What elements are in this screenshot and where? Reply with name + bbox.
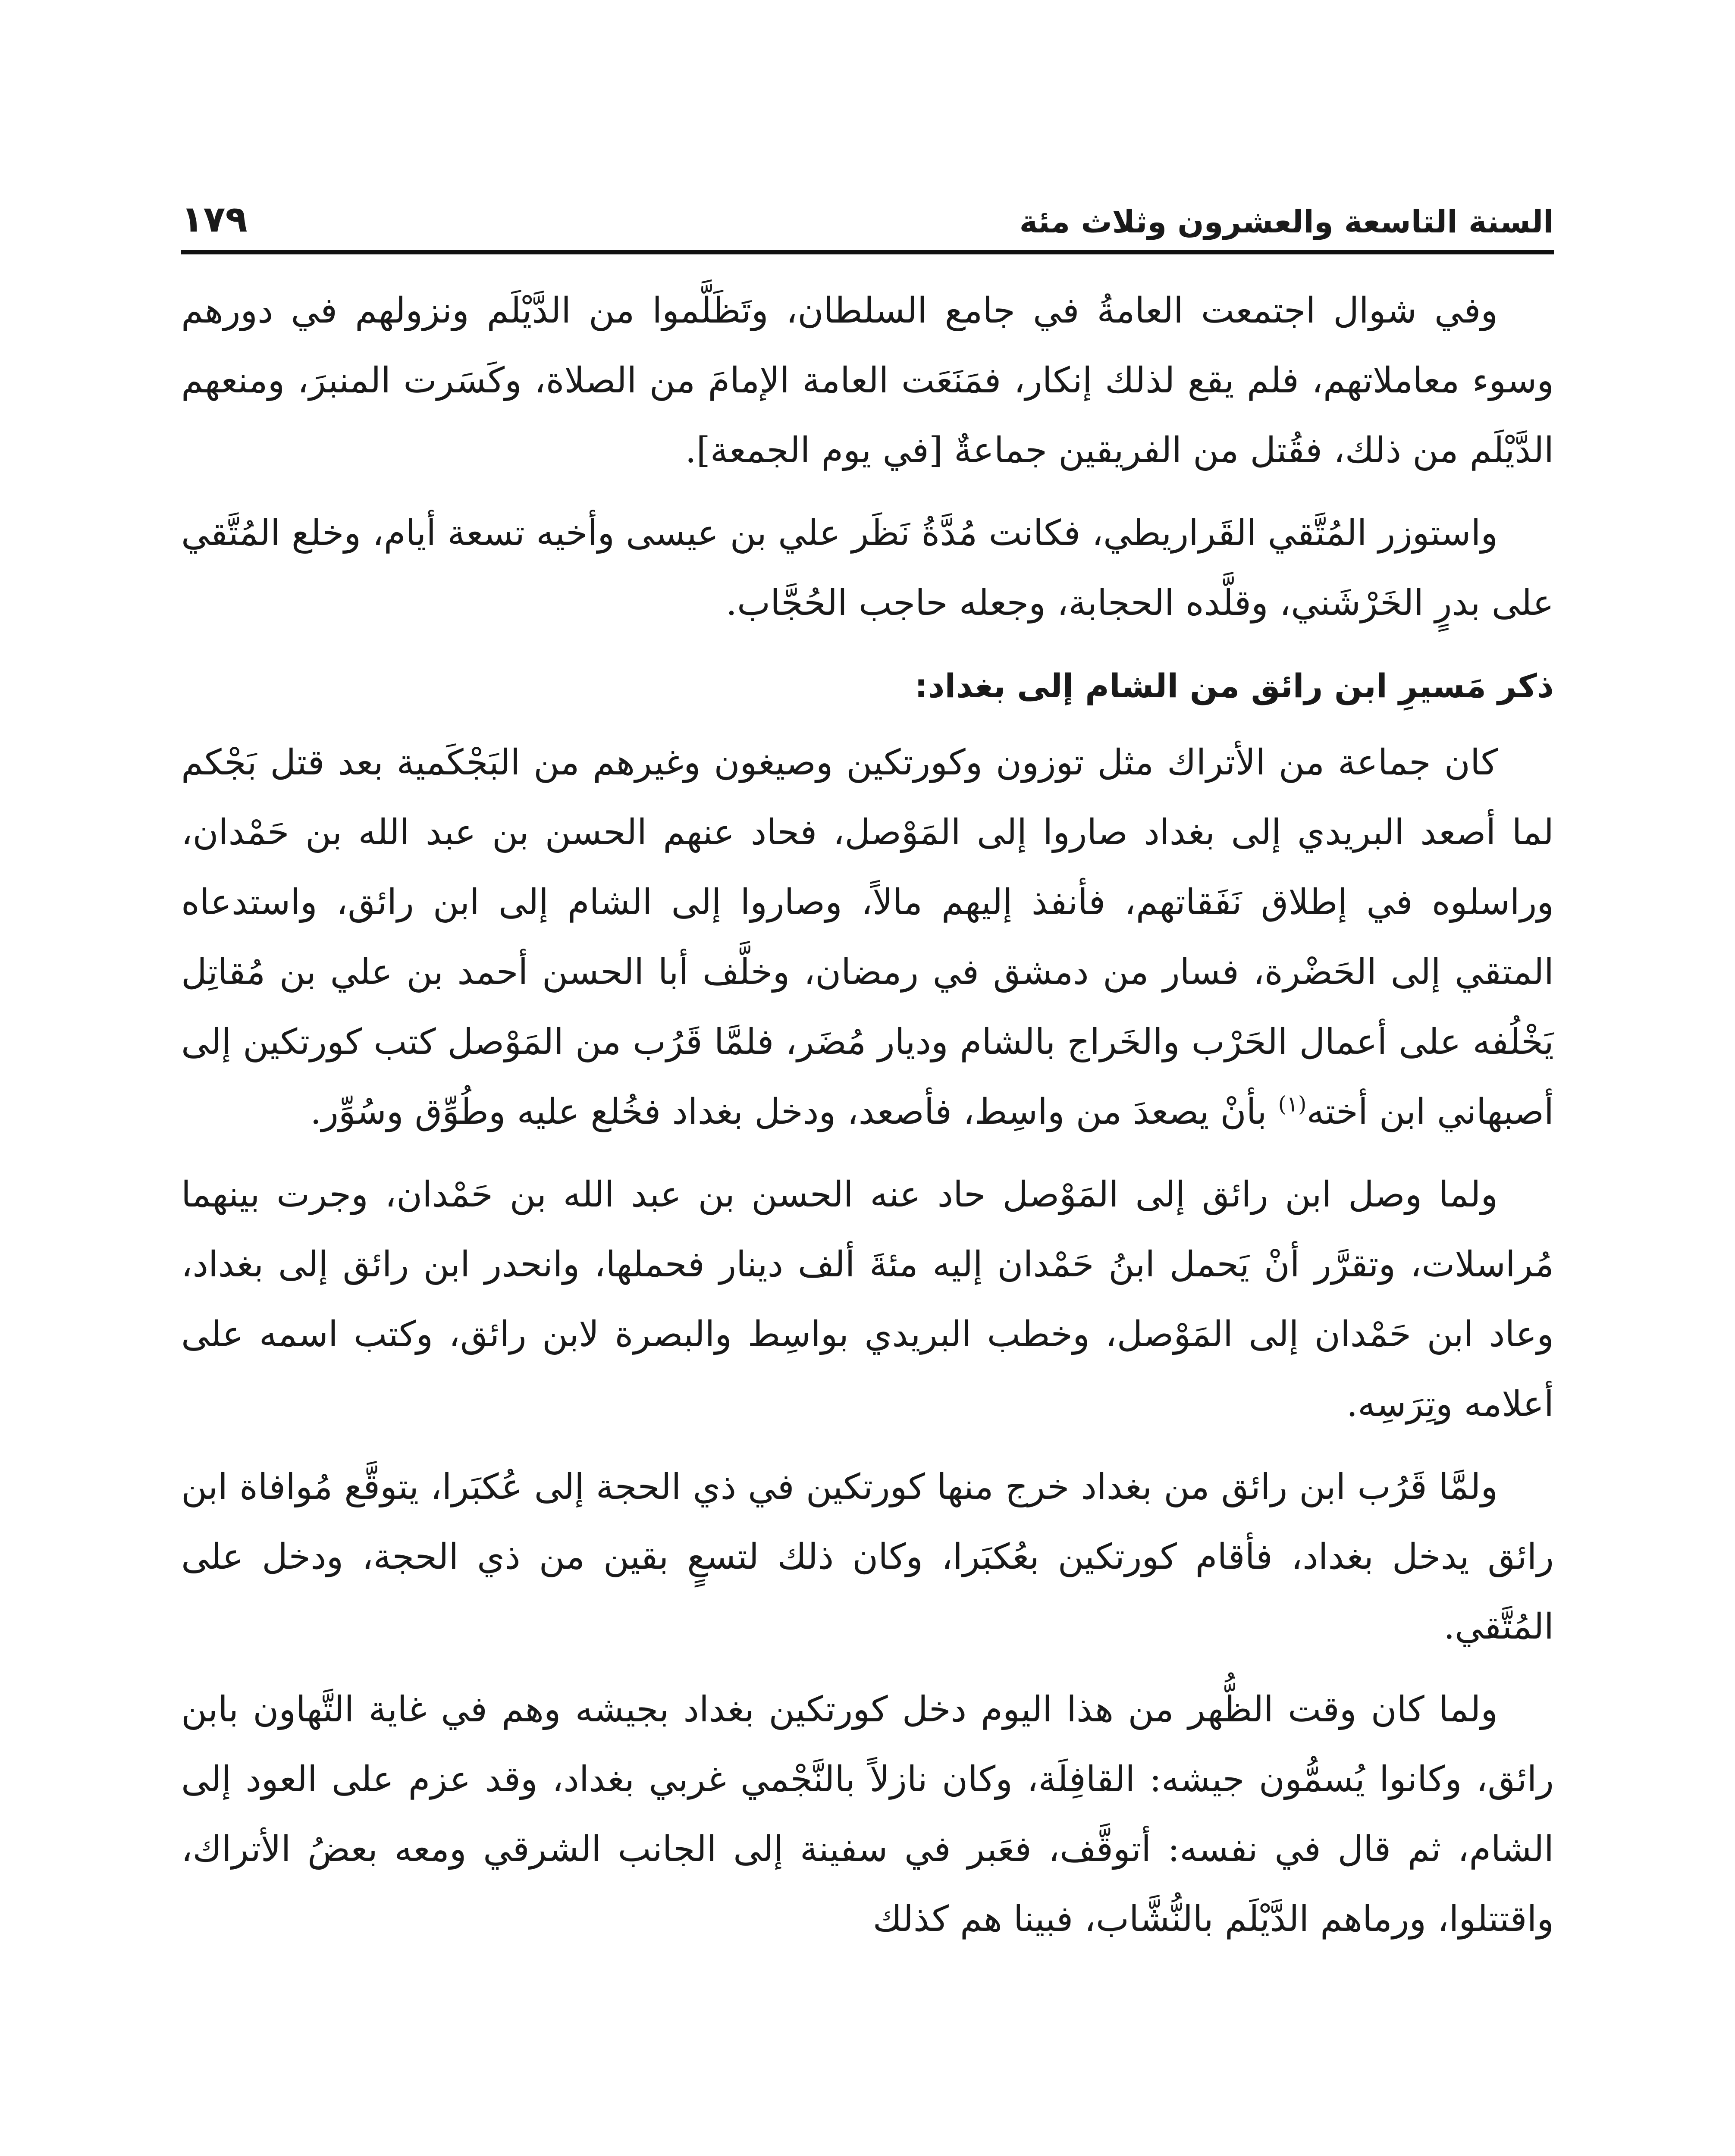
paragraph-text: كان جماعة من الأتراك مثل توزون وكورتكين وصيغون وغيرهم من البَجْكَمية بعد قتل بَجْكم لما أصعد البريدي إلى بغداد صاروا إلى المَوْصل، فحاد عنهم الحسن بن عبد الله بن حَمْدان، وراسلوه في إطلاق نَفَقاتهم، فأنفذ إليهم مالاً، وصاروا إلى الشام إلى ابن رائق، واستدعاه المتقي إلى الحَضْرة، فسار من دمشق في رمضان، وخلَّف أبا الحسن أحمد بن علي بن مُقاتِل يَخْلُفه على أعمال الحَرْب والخَراج بالشام وديار مُضَر، فلمَّا قَرُب من المَوْصل كتب كورتكين إلى أصبهاني ابن أخته [181,742,1554,1132]
paragraph: وفي شوال اجتمعت العامةُ في جامع السلطان، وتَظَلَّموا من الدَّيْلَم ونزولهم في دورهم وسوء معاملاتهم، فلم يقع لذلك إنكار، فمَنَعَت العامة الإمامَ من الصلاة، وكَسَرت المنبرَ، ومنعهم الدَّيْلَم من ذلك، فقُتل من الفريقين جماعةٌ [في يوم الجمعة]. [181,290,1554,471]
paragraph-text: بأنْ يصعدَ من واسِط، فأصعد، ودخل بغداد فخُلع عليه وطُوِّق وسُوِّر. [310,1091,1278,1132]
paragraph: ولمَّا قَرُب ابن رائق من بغداد خرج منها كورتكين في ذي الحجة إلى عُكبَرا، يتوقَّع مُوافاة ابن رائق يدخل بغداد، فأقام كورتكين بعُكبَرا، وكان ذلك لتسعٍ بقين من ذي الحجة، ودخل على المُتَّقي. [181,1467,1554,1647]
header-rule [181,250,1554,254]
footnote-marker: (١) [1278,1091,1307,1117]
paragraph [181,728,1554,1147]
section-heading: ذكر مَسيرِ ابن رائق من الشام إلى بغداد: [914,667,1554,705]
main-text [181,276,1554,1967]
running-title: السنة التاسعة والعشرون وثلاث مئة [1019,204,1554,240]
paragraph: ولما وصل ابن رائق إلى المَوْصل حاد عنه الحسن بن عبد الله بن حَمْدان، وجرت بينهما مُراسلات، وتقرَّر أنْ يَحمل ابنُ حَمْدان إليه مئةَ ألف دينار فحملها، وانحدر ابن رائق إلى بغداد، وعاد ابن حَمْدان إلى المَوْصل، وخطب البريدي بواسِط والبصرة لابن رائق، وكتب اسمه على أعلامه وتِرَسِه. [181,1174,1554,1425]
page-number: ١٧٩ [181,198,248,240]
paragraph: ولما كان وقت الظُّهر من هذا اليوم دخل كورتكين بغداد بجيشه وهم في غاية التَّهاون بابن رائق، وكانوا يُسمُّون جيشه: القافِلَة، وكان نازلاً بالنَّجْمي غربي بغداد، وقد عزم على العود إلى الشام، ثم قال في نفسه: أتوقَّف، فعَبر في سفينة إلى الجانب الشرقي ومعه بعضُ الأتراك، واقتتلوا، ورماهم الدَّيْلَم بالنُّشَّاب، فبينا هم كذلك [181,1689,1554,1940]
running-header [181,172,1554,240]
paragraph: واستوزر المُتَّقي القَراريطي، فكانت مُدَّةُ نَظَر علي بن عيسى وأخيه تسعة أيام، وخلع المُتَّقي على بدرٍ الخَرْشَني، وقلَّده الحجابة، وجعله حاجب الحُجَّاب. [181,513,1554,624]
